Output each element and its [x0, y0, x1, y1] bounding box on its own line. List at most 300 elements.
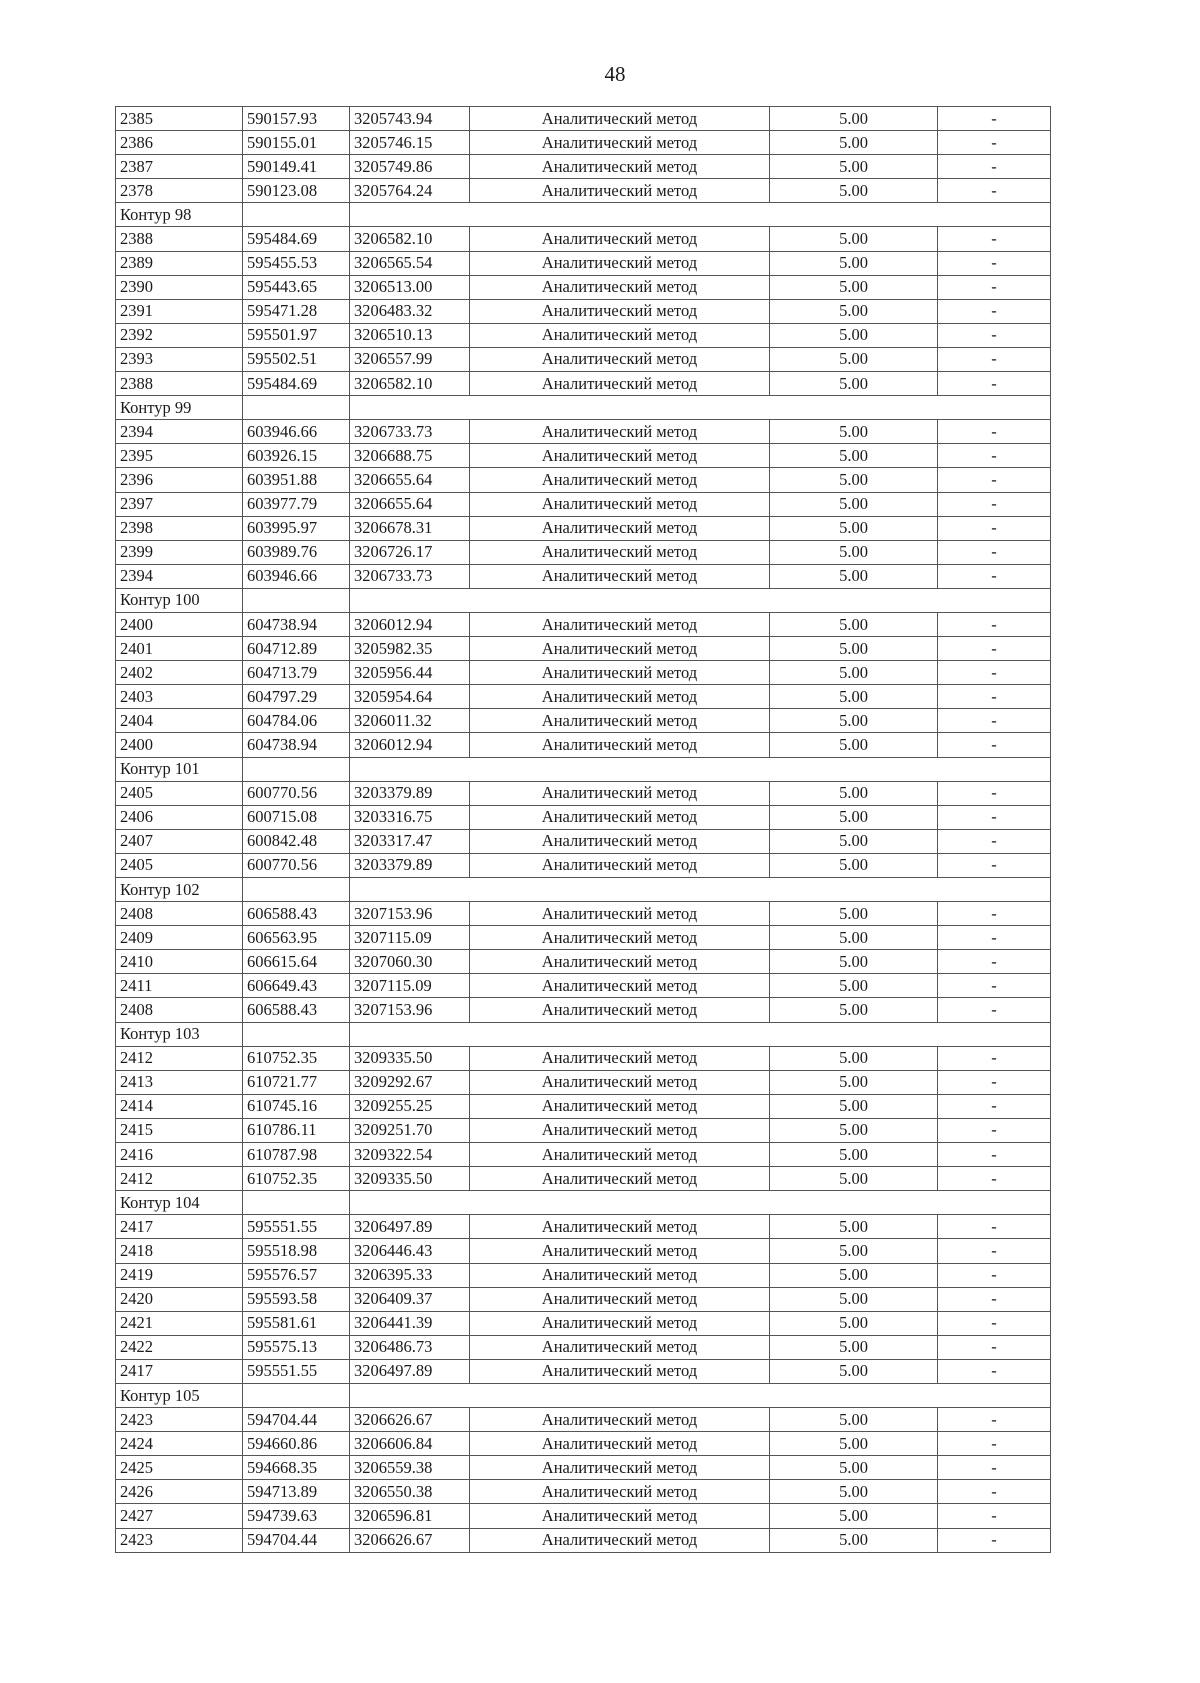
table-row — [116, 781, 1051, 805]
table-row — [116, 685, 1051, 709]
point-id-cell: 2387 — [116, 155, 243, 179]
table-row — [116, 107, 1051, 131]
contour-empty-cell — [243, 396, 350, 420]
table-row — [116, 853, 1051, 877]
table-row — [116, 950, 1051, 974]
accuracy-cell: 5.00 — [770, 1335, 938, 1359]
dash-cell: - — [938, 1432, 1051, 1456]
dash-cell: - — [938, 155, 1051, 179]
method-cell: Аналитический метод — [470, 1287, 770, 1311]
accuracy-cell: 5.00 — [770, 853, 938, 877]
dash-cell: - — [938, 1094, 1051, 1118]
point-id-cell: 2399 — [116, 540, 243, 564]
dash-cell: - — [938, 1167, 1051, 1191]
method-cell: Аналитический метод — [470, 781, 770, 805]
accuracy-cell: 5.00 — [770, 902, 938, 926]
table-row — [116, 1432, 1051, 1456]
table-row — [116, 492, 1051, 516]
x-coordinate-cell: 590123.08 — [243, 179, 350, 203]
method-cell: Аналитический метод — [470, 275, 770, 299]
method-cell: Аналитический метод — [470, 1070, 770, 1094]
point-id-cell: 2385 — [116, 107, 243, 131]
table-row — [116, 1504, 1051, 1528]
x-coordinate-cell: 595484.69 — [243, 227, 350, 251]
x-coordinate-cell: 603926.15 — [243, 444, 350, 468]
dash-cell: - — [938, 1359, 1051, 1383]
method-cell: Аналитический метод — [470, 444, 770, 468]
point-id-cell: 2398 — [116, 516, 243, 540]
method-cell: Аналитический метод — [470, 179, 770, 203]
dash-cell: - — [938, 1335, 1051, 1359]
method-cell: Аналитический метод — [470, 1263, 770, 1287]
dash-cell: - — [938, 661, 1051, 685]
y-coordinate-cell: 3209251.70 — [350, 1118, 470, 1142]
accuracy-cell: 5.00 — [770, 275, 938, 299]
dash-cell: - — [938, 1287, 1051, 1311]
accuracy-cell: 5.00 — [770, 781, 938, 805]
point-id-cell: 2390 — [116, 275, 243, 299]
method-cell: Аналитический метод — [470, 1504, 770, 1528]
accuracy-cell: 5.00 — [770, 540, 938, 564]
accuracy-cell: 5.00 — [770, 420, 938, 444]
dash-cell: - — [938, 323, 1051, 347]
method-cell: Аналитический метод — [470, 1094, 770, 1118]
x-coordinate-cell: 604738.94 — [243, 612, 350, 636]
dash-cell: - — [938, 107, 1051, 131]
x-coordinate-cell: 604712.89 — [243, 637, 350, 661]
point-id-cell: 2424 — [116, 1432, 243, 1456]
y-coordinate-cell: 3206395.33 — [350, 1263, 470, 1287]
point-id-cell: 2422 — [116, 1335, 243, 1359]
accuracy-cell: 5.00 — [770, 1118, 938, 1142]
y-coordinate-cell: 3206011.32 — [350, 709, 470, 733]
point-id-cell: 2404 — [116, 709, 243, 733]
accuracy-cell: 5.00 — [770, 1167, 938, 1191]
accuracy-cell: 5.00 — [770, 227, 938, 251]
y-coordinate-cell: 3206655.64 — [350, 492, 470, 516]
y-coordinate-cell: 3207153.96 — [350, 998, 470, 1022]
accuracy-cell: 5.00 — [770, 1287, 938, 1311]
dash-cell: - — [938, 974, 1051, 998]
accuracy-cell: 5.00 — [770, 1215, 938, 1239]
y-coordinate-cell: 3205764.24 — [350, 179, 470, 203]
method-cell: Аналитический метод — [470, 661, 770, 685]
table-row — [116, 540, 1051, 564]
y-coordinate-cell: 3205746.15 — [350, 131, 470, 155]
dash-cell: - — [938, 1456, 1051, 1480]
contour-label: Контур 104 — [116, 1191, 243, 1215]
x-coordinate-cell: 606563.95 — [243, 926, 350, 950]
y-coordinate-cell: 3205743.94 — [350, 107, 470, 131]
dash-cell: - — [938, 950, 1051, 974]
accuracy-cell: 5.00 — [770, 492, 938, 516]
y-coordinate-cell: 3206012.94 — [350, 612, 470, 636]
point-id-cell: 2419 — [116, 1263, 243, 1287]
accuracy-cell: 5.00 — [770, 372, 938, 396]
method-cell: Аналитический метод — [470, 492, 770, 516]
accuracy-cell: 5.00 — [770, 733, 938, 757]
accuracy-cell: 5.00 — [770, 179, 938, 203]
accuracy-cell: 5.00 — [770, 323, 938, 347]
method-cell: Аналитический метод — [470, 829, 770, 853]
accuracy-cell: 5.00 — [770, 1456, 938, 1480]
table-row — [116, 974, 1051, 998]
x-coordinate-cell: 595593.58 — [243, 1287, 350, 1311]
y-coordinate-cell: 3206483.32 — [350, 299, 470, 323]
accuracy-cell: 5.00 — [770, 155, 938, 179]
table-row — [116, 1263, 1051, 1287]
table-row — [116, 637, 1051, 661]
dash-cell: - — [938, 1480, 1051, 1504]
dash-cell: - — [938, 998, 1051, 1022]
point-id-cell: 2414 — [116, 1094, 243, 1118]
method-cell: Аналитический метод — [470, 1311, 770, 1335]
dash-cell: - — [938, 492, 1051, 516]
point-id-cell: 2407 — [116, 829, 243, 853]
dash-cell: - — [938, 637, 1051, 661]
method-cell: Аналитический метод — [470, 516, 770, 540]
x-coordinate-cell: 595471.28 — [243, 299, 350, 323]
contour-empty-cell — [350, 1383, 1051, 1407]
table-row — [116, 155, 1051, 179]
y-coordinate-cell: 3206510.13 — [350, 323, 470, 347]
y-coordinate-cell: 3206582.10 — [350, 227, 470, 251]
point-id-cell: 2393 — [116, 347, 243, 371]
accuracy-cell: 5.00 — [770, 1504, 938, 1528]
table-row — [116, 1359, 1051, 1383]
x-coordinate-cell: 595581.61 — [243, 1311, 350, 1335]
method-cell: Аналитический метод — [470, 685, 770, 709]
point-id-cell: 2417 — [116, 1215, 243, 1239]
table-row — [116, 733, 1051, 757]
y-coordinate-cell: 3207115.09 — [350, 926, 470, 950]
dash-cell: - — [938, 805, 1051, 829]
contour-empty-cell — [350, 1022, 1051, 1046]
dash-cell: - — [938, 1311, 1051, 1335]
table-row — [116, 1094, 1051, 1118]
accuracy-cell: 5.00 — [770, 251, 938, 275]
page-number: 48 — [604, 62, 626, 86]
y-coordinate-cell: 3206441.39 — [350, 1311, 470, 1335]
y-coordinate-cell: 3206012.94 — [350, 733, 470, 757]
contour-header-row — [116, 878, 1051, 902]
dash-cell: - — [938, 227, 1051, 251]
x-coordinate-cell: 590155.01 — [243, 131, 350, 155]
table-row — [116, 444, 1051, 468]
table-row — [116, 468, 1051, 492]
x-coordinate-cell: 606588.43 — [243, 902, 350, 926]
point-id-cell: 2423 — [116, 1528, 243, 1552]
table-row — [116, 1311, 1051, 1335]
y-coordinate-cell: 3203317.47 — [350, 829, 470, 853]
x-coordinate-cell: 595455.53 — [243, 251, 350, 275]
point-id-cell: 2388 — [116, 227, 243, 251]
table-row — [116, 1528, 1051, 1552]
contour-label: Контур 100 — [116, 588, 243, 612]
x-coordinate-cell: 595501.97 — [243, 323, 350, 347]
method-cell: Аналитический метод — [470, 1528, 770, 1552]
x-coordinate-cell: 595484.69 — [243, 372, 350, 396]
y-coordinate-cell: 3209335.50 — [350, 1167, 470, 1191]
x-coordinate-cell: 594660.86 — [243, 1432, 350, 1456]
dash-cell: - — [938, 902, 1051, 926]
method-cell: Аналитический метод — [470, 974, 770, 998]
point-id-cell: 2401 — [116, 637, 243, 661]
method-cell: Аналитический метод — [470, 1143, 770, 1167]
x-coordinate-cell: 590157.93 — [243, 107, 350, 131]
y-coordinate-cell: 3206486.73 — [350, 1335, 470, 1359]
x-coordinate-cell: 594704.44 — [243, 1408, 350, 1432]
method-cell: Аналитический метод — [470, 1335, 770, 1359]
table-row — [116, 902, 1051, 926]
accuracy-cell: 5.00 — [770, 1070, 938, 1094]
contour-empty-cell — [243, 1383, 350, 1407]
table-row — [116, 299, 1051, 323]
y-coordinate-cell: 3206688.75 — [350, 444, 470, 468]
method-cell: Аналитический метод — [470, 1239, 770, 1263]
accuracy-cell: 5.00 — [770, 468, 938, 492]
point-id-cell: 2394 — [116, 564, 243, 588]
accuracy-cell: 5.00 — [770, 1046, 938, 1070]
x-coordinate-cell: 595576.57 — [243, 1263, 350, 1287]
contour-label: Контур 102 — [116, 878, 243, 902]
x-coordinate-cell: 610752.35 — [243, 1167, 350, 1191]
y-coordinate-cell: 3206626.67 — [350, 1408, 470, 1432]
x-coordinate-cell: 594739.63 — [243, 1504, 350, 1528]
method-cell: Аналитический метод — [470, 709, 770, 733]
method-cell: Аналитический метод — [470, 540, 770, 564]
method-cell: Аналитический метод — [470, 251, 770, 275]
contour-header-row — [116, 1022, 1051, 1046]
y-coordinate-cell: 3203316.75 — [350, 805, 470, 829]
table-row — [116, 1070, 1051, 1094]
table-row — [116, 1143, 1051, 1167]
y-coordinate-cell: 3209292.67 — [350, 1070, 470, 1094]
x-coordinate-cell: 606649.43 — [243, 974, 350, 998]
x-coordinate-cell: 604784.06 — [243, 709, 350, 733]
dash-cell: - — [938, 516, 1051, 540]
x-coordinate-cell: 603989.76 — [243, 540, 350, 564]
x-coordinate-cell: 600842.48 — [243, 829, 350, 853]
x-coordinate-cell: 590149.41 — [243, 155, 350, 179]
dash-cell: - — [938, 926, 1051, 950]
point-id-cell: 2391 — [116, 299, 243, 323]
dash-cell: - — [938, 1528, 1051, 1552]
contour-label: Контур 101 — [116, 757, 243, 781]
accuracy-cell: 5.00 — [770, 805, 938, 829]
table-row — [116, 829, 1051, 853]
dash-cell: - — [938, 468, 1051, 492]
y-coordinate-cell: 3206565.54 — [350, 251, 470, 275]
accuracy-cell: 5.00 — [770, 998, 938, 1022]
y-coordinate-cell: 3206409.37 — [350, 1287, 470, 1311]
method-cell: Аналитический метод — [470, 227, 770, 251]
y-coordinate-cell: 3207153.96 — [350, 902, 470, 926]
y-coordinate-cell: 3203379.89 — [350, 781, 470, 805]
dash-cell: - — [938, 1118, 1051, 1142]
method-cell: Аналитический метод — [470, 1408, 770, 1432]
accuracy-cell: 5.00 — [770, 1359, 938, 1383]
contour-empty-cell — [243, 203, 350, 227]
y-coordinate-cell: 3209255.25 — [350, 1094, 470, 1118]
x-coordinate-cell: 600770.56 — [243, 853, 350, 877]
accuracy-cell: 5.00 — [770, 1239, 938, 1263]
dash-cell: - — [938, 829, 1051, 853]
point-id-cell: 2389 — [116, 251, 243, 275]
point-id-cell: 2395 — [116, 444, 243, 468]
method-cell: Аналитический метод — [470, 853, 770, 877]
dash-cell: - — [938, 685, 1051, 709]
x-coordinate-cell: 603995.97 — [243, 516, 350, 540]
coordinates-table-body — [116, 107, 1051, 1553]
point-id-cell: 2417 — [116, 1359, 243, 1383]
accuracy-cell: 5.00 — [770, 131, 938, 155]
table-row — [116, 227, 1051, 251]
method-cell: Аналитический метод — [470, 420, 770, 444]
point-id-cell: 2408 — [116, 998, 243, 1022]
x-coordinate-cell: 594713.89 — [243, 1480, 350, 1504]
dash-cell: - — [938, 709, 1051, 733]
dash-cell: - — [938, 420, 1051, 444]
table-row — [116, 323, 1051, 347]
accuracy-cell: 5.00 — [770, 1528, 938, 1552]
table-row — [116, 1335, 1051, 1359]
point-id-cell: 2423 — [116, 1408, 243, 1432]
accuracy-cell: 5.00 — [770, 637, 938, 661]
x-coordinate-cell: 603946.66 — [243, 420, 350, 444]
method-cell: Аналитический метод — [470, 323, 770, 347]
method-cell: Аналитический метод — [470, 902, 770, 926]
contour-header-row — [116, 203, 1051, 227]
contour-empty-cell — [350, 1191, 1051, 1215]
contour-label: Контур 98 — [116, 203, 243, 227]
y-coordinate-cell: 3206582.10 — [350, 372, 470, 396]
accuracy-cell: 5.00 — [770, 685, 938, 709]
method-cell: Аналитический метод — [470, 107, 770, 131]
point-id-cell: 2397 — [116, 492, 243, 516]
method-cell: Аналитический метод — [470, 1118, 770, 1142]
table-row — [116, 516, 1051, 540]
x-coordinate-cell: 595502.51 — [243, 347, 350, 371]
method-cell: Аналитический метод — [470, 612, 770, 636]
method-cell: Аналитический метод — [470, 805, 770, 829]
point-id-cell: 2405 — [116, 781, 243, 805]
method-cell: Аналитический метод — [470, 1215, 770, 1239]
point-id-cell: 2378 — [116, 179, 243, 203]
x-coordinate-cell: 594704.44 — [243, 1528, 350, 1552]
table-row — [116, 420, 1051, 444]
point-id-cell: 2420 — [116, 1287, 243, 1311]
contour-header-row — [116, 1383, 1051, 1407]
y-coordinate-cell: 3206446.43 — [350, 1239, 470, 1263]
contour-empty-cell — [243, 588, 350, 612]
coordinates-table — [115, 106, 1051, 1553]
accuracy-cell: 5.00 — [770, 516, 938, 540]
y-coordinate-cell: 3206550.38 — [350, 1480, 470, 1504]
table-row — [116, 661, 1051, 685]
x-coordinate-cell: 595575.13 — [243, 1335, 350, 1359]
dash-cell: - — [938, 275, 1051, 299]
table-row — [116, 179, 1051, 203]
y-coordinate-cell: 3205749.86 — [350, 155, 470, 179]
y-coordinate-cell: 3205956.44 — [350, 661, 470, 685]
dash-cell: - — [938, 251, 1051, 275]
x-coordinate-cell: 600715.08 — [243, 805, 350, 829]
accuracy-cell: 5.00 — [770, 1094, 938, 1118]
x-coordinate-cell: 610721.77 — [243, 1070, 350, 1094]
point-id-cell: 2413 — [116, 1070, 243, 1094]
method-cell: Аналитический метод — [470, 155, 770, 179]
point-id-cell: 2396 — [116, 468, 243, 492]
contour-empty-cell — [350, 878, 1051, 902]
dash-cell: - — [938, 853, 1051, 877]
x-coordinate-cell: 595551.55 — [243, 1359, 350, 1383]
accuracy-cell: 5.00 — [770, 709, 938, 733]
y-coordinate-cell: 3206655.64 — [350, 468, 470, 492]
y-coordinate-cell: 3206733.73 — [350, 564, 470, 588]
accuracy-cell: 5.00 — [770, 950, 938, 974]
table-row — [116, 347, 1051, 371]
method-cell: Аналитический метод — [470, 998, 770, 1022]
table-row — [116, 1480, 1051, 1504]
contour-empty-cell — [350, 396, 1051, 420]
x-coordinate-cell: 604797.29 — [243, 685, 350, 709]
point-id-cell: 2392 — [116, 323, 243, 347]
point-id-cell: 2418 — [116, 1239, 243, 1263]
method-cell: Аналитический метод — [470, 372, 770, 396]
contour-header-row — [116, 396, 1051, 420]
method-cell: Аналитический метод — [470, 926, 770, 950]
y-coordinate-cell: 3203379.89 — [350, 853, 470, 877]
point-id-cell: 2406 — [116, 805, 243, 829]
point-id-cell: 2412 — [116, 1046, 243, 1070]
point-id-cell: 2426 — [116, 1480, 243, 1504]
x-coordinate-cell: 606615.64 — [243, 950, 350, 974]
point-id-cell: 2411 — [116, 974, 243, 998]
table-row — [116, 1456, 1051, 1480]
dash-cell: - — [938, 179, 1051, 203]
point-id-cell: 2386 — [116, 131, 243, 155]
contour-empty-cell — [350, 203, 1051, 227]
point-id-cell: 2400 — [116, 733, 243, 757]
dash-cell: - — [938, 1215, 1051, 1239]
point-id-cell: 2394 — [116, 420, 243, 444]
table-row — [116, 805, 1051, 829]
accuracy-cell: 5.00 — [770, 926, 938, 950]
contour-empty-cell — [243, 1022, 350, 1046]
accuracy-cell: 5.00 — [770, 1480, 938, 1504]
point-id-cell: 2403 — [116, 685, 243, 709]
x-coordinate-cell: 595551.55 — [243, 1215, 350, 1239]
contour-header-row — [116, 588, 1051, 612]
accuracy-cell: 5.00 — [770, 612, 938, 636]
dash-cell: - — [938, 1408, 1051, 1432]
x-coordinate-cell: 604738.94 — [243, 733, 350, 757]
y-coordinate-cell: 3206678.31 — [350, 516, 470, 540]
y-coordinate-cell: 3206513.00 — [350, 275, 470, 299]
y-coordinate-cell: 3206596.81 — [350, 1504, 470, 1528]
contour-empty-cell — [350, 588, 1051, 612]
table-row — [116, 926, 1051, 950]
dash-cell: - — [938, 299, 1051, 323]
dash-cell: - — [938, 347, 1051, 371]
y-coordinate-cell: 3206497.89 — [350, 1359, 470, 1383]
y-coordinate-cell: 3206626.67 — [350, 1528, 470, 1552]
table-row — [116, 275, 1051, 299]
point-id-cell: 2415 — [116, 1118, 243, 1142]
accuracy-cell: 5.00 — [770, 1432, 938, 1456]
method-cell: Аналитический метод — [470, 564, 770, 588]
